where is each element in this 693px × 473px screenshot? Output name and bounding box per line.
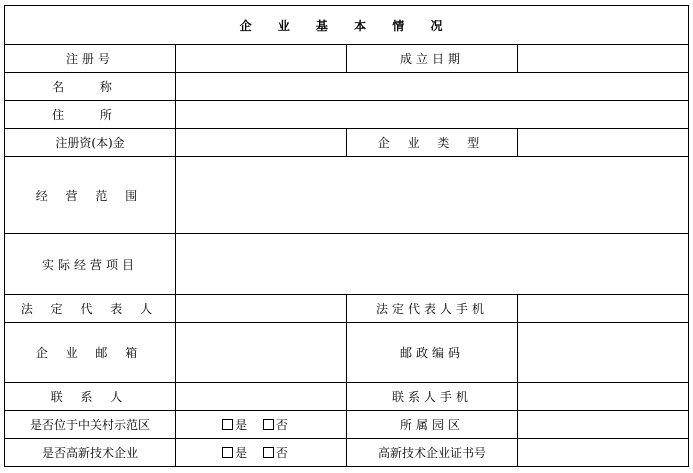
postcode-label: 邮政编码	[347, 323, 518, 383]
hitech-cert-field[interactable]	[518, 439, 689, 467]
no-label: 否	[275, 446, 288, 460]
yes-label: 是	[235, 418, 248, 432]
address-field[interactable]	[176, 101, 689, 129]
in-zgc-yes-checkbox[interactable]	[222, 416, 247, 433]
is-hitech-options	[176, 439, 347, 467]
is-hitech-yes-checkbox[interactable]	[222, 444, 247, 461]
email-field[interactable]	[176, 323, 347, 383]
contact-field[interactable]	[176, 383, 347, 411]
address-label: 住 所	[5, 101, 176, 129]
name-field[interactable]	[176, 73, 689, 101]
name-label: 名 称	[5, 73, 176, 101]
in-zgc-no-checkbox[interactable]	[263, 416, 288, 433]
reg-capital-field[interactable]	[176, 129, 347, 157]
checkbox-icon	[263, 419, 274, 430]
est-date-field[interactable]	[518, 45, 689, 73]
checkbox-icon	[222, 447, 233, 458]
scope-field[interactable]	[176, 157, 689, 234]
is-hitech-label: 是否高新技术企业	[5, 439, 176, 467]
checkbox-icon	[263, 447, 274, 458]
legal-rep-phone-field[interactable]	[518, 295, 689, 323]
ent-type-label: 企 业 类 型	[347, 129, 518, 157]
reg-no-field[interactable]	[176, 45, 347, 73]
actual-items-field[interactable]	[176, 234, 689, 295]
actual-items-label: 实际经营项目	[5, 234, 176, 295]
email-label: 企 业 邮 箱	[5, 323, 176, 383]
yes-label: 是	[235, 446, 248, 460]
contact-phone-field[interactable]	[518, 383, 689, 411]
est-date-label: 成立日期	[347, 45, 518, 73]
contact-label: 联 系 人	[5, 383, 176, 411]
no-label: 否	[275, 418, 288, 432]
legal-rep-label: 法 定 代 表 人	[5, 295, 176, 323]
checkbox-icon	[222, 419, 233, 430]
in-zgc-options	[176, 411, 347, 439]
is-hitech-no-checkbox[interactable]	[263, 444, 288, 461]
legal-rep-phone-label: 法定代表人手机	[347, 295, 518, 323]
hitech-cert-label: 高新技术企业证书号	[347, 439, 518, 467]
park-label: 所属园区	[347, 411, 518, 439]
in-zgc-label: 是否位于中关村示范区	[5, 411, 176, 439]
legal-rep-field[interactable]	[176, 295, 347, 323]
scope-label: 经 营 范 围	[5, 157, 176, 234]
form-title: 企 业 基 本 情 况	[5, 6, 689, 45]
contact-phone-label: 联系人手机	[347, 383, 518, 411]
reg-no-label: 注册号	[5, 45, 176, 73]
enterprise-info-form	[4, 5, 689, 467]
reg-capital-label: 注册资(本)金	[5, 129, 176, 157]
postcode-field[interactable]	[518, 323, 689, 383]
park-field[interactable]	[518, 411, 689, 439]
ent-type-field[interactable]	[518, 129, 689, 157]
